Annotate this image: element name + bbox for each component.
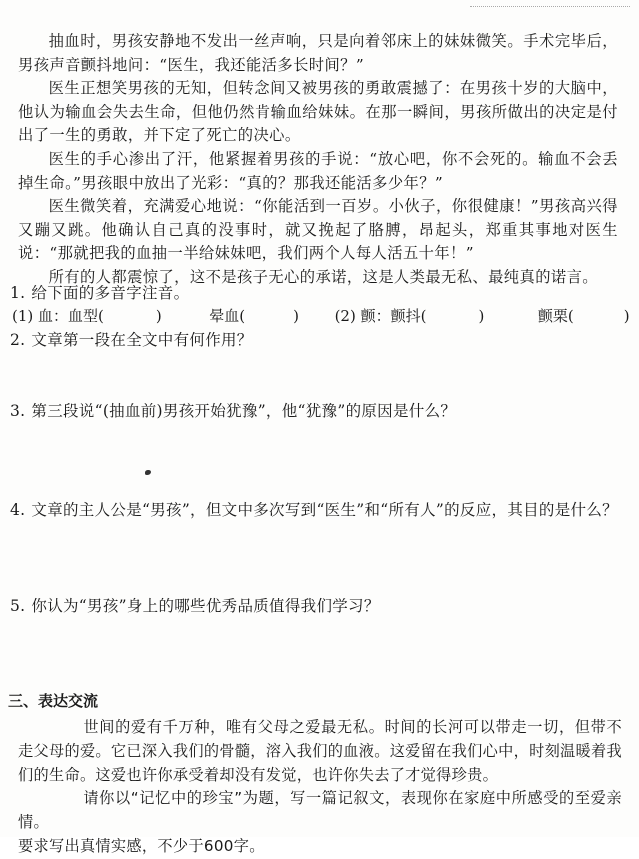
question-number: 3.: [10, 402, 26, 420]
passage-paragraph: 医生微笑着，充满爱心地说：“你能活到一百岁。小伙子，你很健康！”男孩高兴得又蹦又跳。他确认自己真的没事时，就又挽起了胳膊，昂起头，郑重其事地对医生说：“那就把我的血抽一半给妹妹吧，我们两个人每人活五十年！”: [18, 197, 618, 263]
question-text: 第三段说“(抽血前)男孩开始犹豫”，他“犹豫”的原因是什么？: [31, 402, 457, 420]
question-2: [10, 329, 253, 351]
passage-paragraph: 医生正想笑男孩的无知，但转念间又被男孩的勇敢震撼了：在男孩十岁的大脑中，他认为输血会失去生命，但他仍然肯输血给妹妹。在那一瞬间，男孩所做出的决定是付出了一生的勇敢，并下定了死亡的决心。: [18, 79, 618, 145]
question-number: 5.: [10, 597, 26, 615]
question-text: 文章第一段在全文中有何作用？: [31, 331, 253, 349]
reading-passage: [18, 30, 618, 290]
answer-blank-yunxue[interactable]: 晕血( ): [209, 307, 300, 325]
passage-paragraph: 所有的人都震惊了，这不是孩子无心的承诺，这是人类最无私、最纯真的诺言。: [48, 267, 598, 286]
question-text: 你认为“男孩”身上的哪些优秀品质值得我们学习？: [31, 597, 380, 615]
question-text: 给下面的多音字注音。: [31, 284, 190, 302]
answer-blank-chandou[interactable]: (2) 颤：颤抖( ): [334, 307, 485, 325]
answer-blank-zhanli[interactable]: 颤栗( ): [537, 307, 630, 325]
question-3: [10, 400, 456, 422]
question-text: 文章的主人公是“男孩”，但文中多次写到“医生”和“所有人”的反应，其目的是什么？: [31, 501, 618, 519]
question-1-pinyin-row: [12, 305, 630, 327]
ink-smudge: [145, 470, 151, 475]
passage-paragraph: 医生的手心渗出了汗，他紧握着男孩的手说：“放心吧，你不会死的。输血不会丢掉生命。”男孩眼中放出了光彩：“真的？那我还能活多少年？”: [18, 149, 618, 192]
question-number: 2.: [10, 331, 26, 349]
section-heading: 三、表达交流: [8, 692, 99, 710]
essay-requirement: 要求写出真情实感，不少于600字。: [18, 836, 265, 855]
question-5: [10, 595, 380, 617]
question-number: 4.: [10, 501, 26, 519]
answer-blank-xuexing[interactable]: (1) 血：血型( ): [12, 307, 162, 325]
question-number: 1.: [10, 284, 26, 302]
essay-paragraph: 世间的爱有千万种，唯有父母之爱最无私。时间的长河可以带走一切，但带不走父母的爱。它已深入我们的骨髓，溶入我们的血液。这爱留在我们心中，时刻温暖着我们的生命。这爱也许你承受着却没有发觉，也许你失去了才觉得珍贵。: [18, 718, 623, 784]
question-4: [10, 499, 618, 521]
passage-paragraph: 抽血时，男孩安静地不发出一丝声响，只是向着邻床上的妹妹微笑。手术完毕后，男孩声音颤抖地问：“医生，我还能活多长时间？”: [18, 32, 618, 74]
essay-paragraph: 请你以“记忆中的珍宝”为题，写一篇记叙文，表现你在家庭中所感受的至爱亲情。: [18, 789, 622, 832]
top-dotted-rule: [470, 6, 630, 8]
question-1: [10, 282, 189, 304]
essay-prompt: [18, 716, 622, 859]
